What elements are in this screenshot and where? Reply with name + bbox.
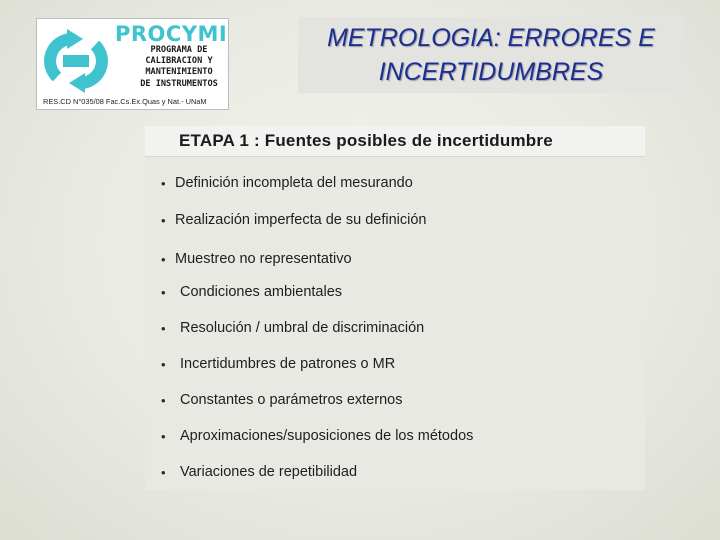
bullet-icon: • — [161, 320, 166, 336]
list-item — [161, 251, 352, 267]
bullet-icon: • — [161, 392, 166, 408]
list-item — [161, 320, 424, 336]
logo-program-text: PROGRAMA DE CALIBRACION Y MANTENIMIENTO DE INSTRUMENTOS — [140, 45, 218, 89]
list-item — [161, 284, 342, 300]
list-item-text: Variaciones de repetibilidad — [180, 464, 358, 480]
list-item-text: Incertidumbres de patrones o MR — [180, 356, 396, 372]
logo-brand-text: PROCYMI — [115, 22, 228, 46]
list-item — [161, 175, 413, 191]
logo-resolution-text: RES.CD N°035/08 Fac.Cs.Ex.Quas y Nat.- UNaM — [43, 97, 207, 106]
bullet-icon: • — [161, 428, 166, 444]
bullet-icon: • — [161, 464, 166, 480]
list-item-text: Resolución / umbral de discriminación — [180, 320, 425, 336]
list-item-text: Aproximaciones/suposiciones de los métodos — [180, 428, 474, 444]
list-item — [161, 392, 402, 408]
list-item — [161, 212, 426, 228]
procymi-logo — [36, 18, 229, 110]
list-item-text: Muestreo no representativo — [175, 251, 352, 267]
procymi-emblem-icon — [43, 25, 109, 97]
bullet-icon: • — [161, 212, 166, 228]
list-item — [161, 428, 473, 444]
panel-heading: ETAPA 1 : Fuentes posibles de incertidumbre — [145, 126, 645, 157]
bullet-icon: • — [161, 284, 166, 300]
list-item-text: Realización imperfecta de su definición — [175, 212, 427, 228]
list-item-text: Definición incompleta del mesurando — [175, 175, 413, 191]
title-line-2: INCERTIDUMBRES — [378, 58, 604, 86]
bullet-icon: • — [161, 175, 166, 191]
list-item-text: Condiciones ambientales — [180, 284, 343, 300]
title-line-1: METROLOGIA: ERRORES E — [327, 24, 655, 52]
bullet-icon: • — [161, 356, 166, 372]
bullet-icon: • — [161, 251, 166, 267]
content-panel — [145, 126, 645, 490]
list-item-text: Constantes o parámetros externos — [180, 392, 403, 408]
slide-title — [298, 17, 684, 93]
list-item — [161, 464, 357, 480]
list-item — [161, 356, 395, 372]
